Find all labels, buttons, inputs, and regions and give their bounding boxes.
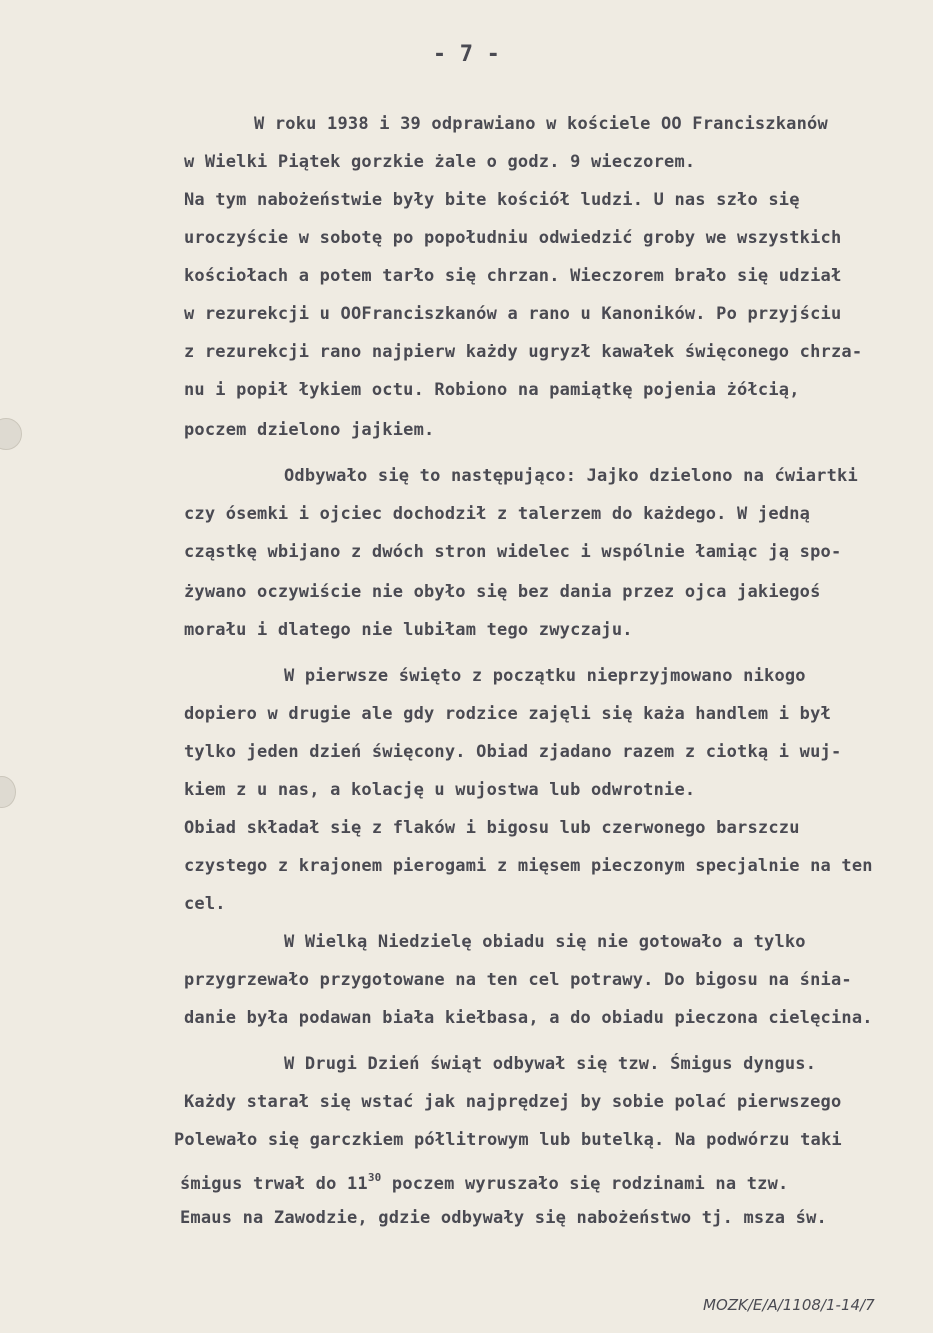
text-line: Polewało się garczkiem półlitrowym lub butelką. Na podwórzu taki bbox=[174, 1130, 842, 1150]
text-line: Każdy starał się wstać jak najprędzej by sobie polać pierwszego bbox=[184, 1092, 842, 1112]
text-line: kościołach a potem tarło się chrzan. Wieczorem brało się udział bbox=[184, 266, 842, 286]
text-line: poczem dzielono jajkiem. bbox=[184, 420, 435, 440]
text-line: w rezurekcji u OOFranciszkanów a rano u Kanoników. Po przyjściu bbox=[184, 304, 842, 324]
text-line bbox=[180, 1166, 789, 1194]
text-line: W Wielką Niedzielę obiadu się nie gotowało a tylko bbox=[284, 932, 806, 952]
text-line: morału i dlatego nie lubiłam tego zwyczaju. bbox=[184, 620, 633, 640]
text-line: czystego z krajonem pierogami z mięsem pieczonym specjalnie na ten bbox=[184, 856, 873, 876]
text-line: nu i popił łykiem octu. Robiono na pamiątkę pojenia żółcią, bbox=[184, 380, 800, 400]
text-line: z rezurekcji rano najpierw każdy ugryzł kawałek święconego chrza- bbox=[184, 342, 863, 362]
superscript: 30 bbox=[367, 1171, 382, 1184]
text-segment: śmigus trwał do 11 bbox=[180, 1174, 368, 1194]
text-line: kiem z u nas, a kolację u wujostwa lub odwrotnie. bbox=[184, 780, 696, 800]
text-line: Odbywało się to następująco: Jajko dzielono na ćwiartki bbox=[284, 466, 858, 486]
text-line: uroczyście w sobotę po popołudniu odwiedzić groby we wszystkich bbox=[184, 228, 842, 248]
text-line: czy ósemki i ojciec dochodził z talerzem do każdego. W jedną bbox=[184, 504, 811, 524]
text-line: Na tym nabożeństwie były bite kościół ludzi. U nas szło się bbox=[184, 190, 800, 210]
text-line: W Drugi Dzień świąt odbywał się tzw. Śmigus dyngus. bbox=[284, 1054, 817, 1074]
text-line: żywano oczywiście nie obyło się bez dania przez ojca jakiegoś bbox=[184, 582, 821, 602]
punch-hole-upper bbox=[0, 418, 22, 450]
text-line: cząstkę wbijano z dwóch stron widelec i wspólnie łamiąc ją spo- bbox=[184, 542, 842, 562]
text-line: danie była podawan biała kiełbasa, a do obiadu pieczona cielęcina. bbox=[184, 1008, 873, 1028]
text-line: cel. bbox=[184, 894, 226, 914]
text-line: dopiero w drugie ale gdy rodzice zajęli się każa handlem i był bbox=[184, 704, 831, 724]
punch-hole-lower bbox=[0, 776, 16, 808]
text-line: Obiad składał się z flaków i bigosu lub czerwonego barszczu bbox=[184, 818, 800, 838]
text-line: w Wielki Piątek gorzkie żale o godz. 9 wieczorem. bbox=[184, 152, 696, 172]
text-line: W roku 1938 i 39 odprawiano w kościele OO Franciszkanów bbox=[254, 114, 828, 134]
text-line: W pierwsze święto z początku nieprzyjmowano nikogo bbox=[284, 666, 806, 686]
text-segment: poczem wyruszało się rodzinami na tzw. bbox=[381, 1174, 789, 1194]
page-number: - 7 - bbox=[432, 42, 501, 67]
text-line: Emaus na Zawodzie, gdzie odbywały się nabożeństwo tj. msza św. bbox=[180, 1208, 827, 1228]
text-line: przygrzewało przygotowane na ten cel potrawy. Do bigosu na śnia- bbox=[184, 970, 852, 990]
text-line: tylko jeden dzień święcony. Obiad zjadano razem z ciotką i wuj- bbox=[184, 742, 842, 762]
archive-reference: MOZK/E/A/1108/1-14/7 bbox=[703, 1296, 875, 1314]
